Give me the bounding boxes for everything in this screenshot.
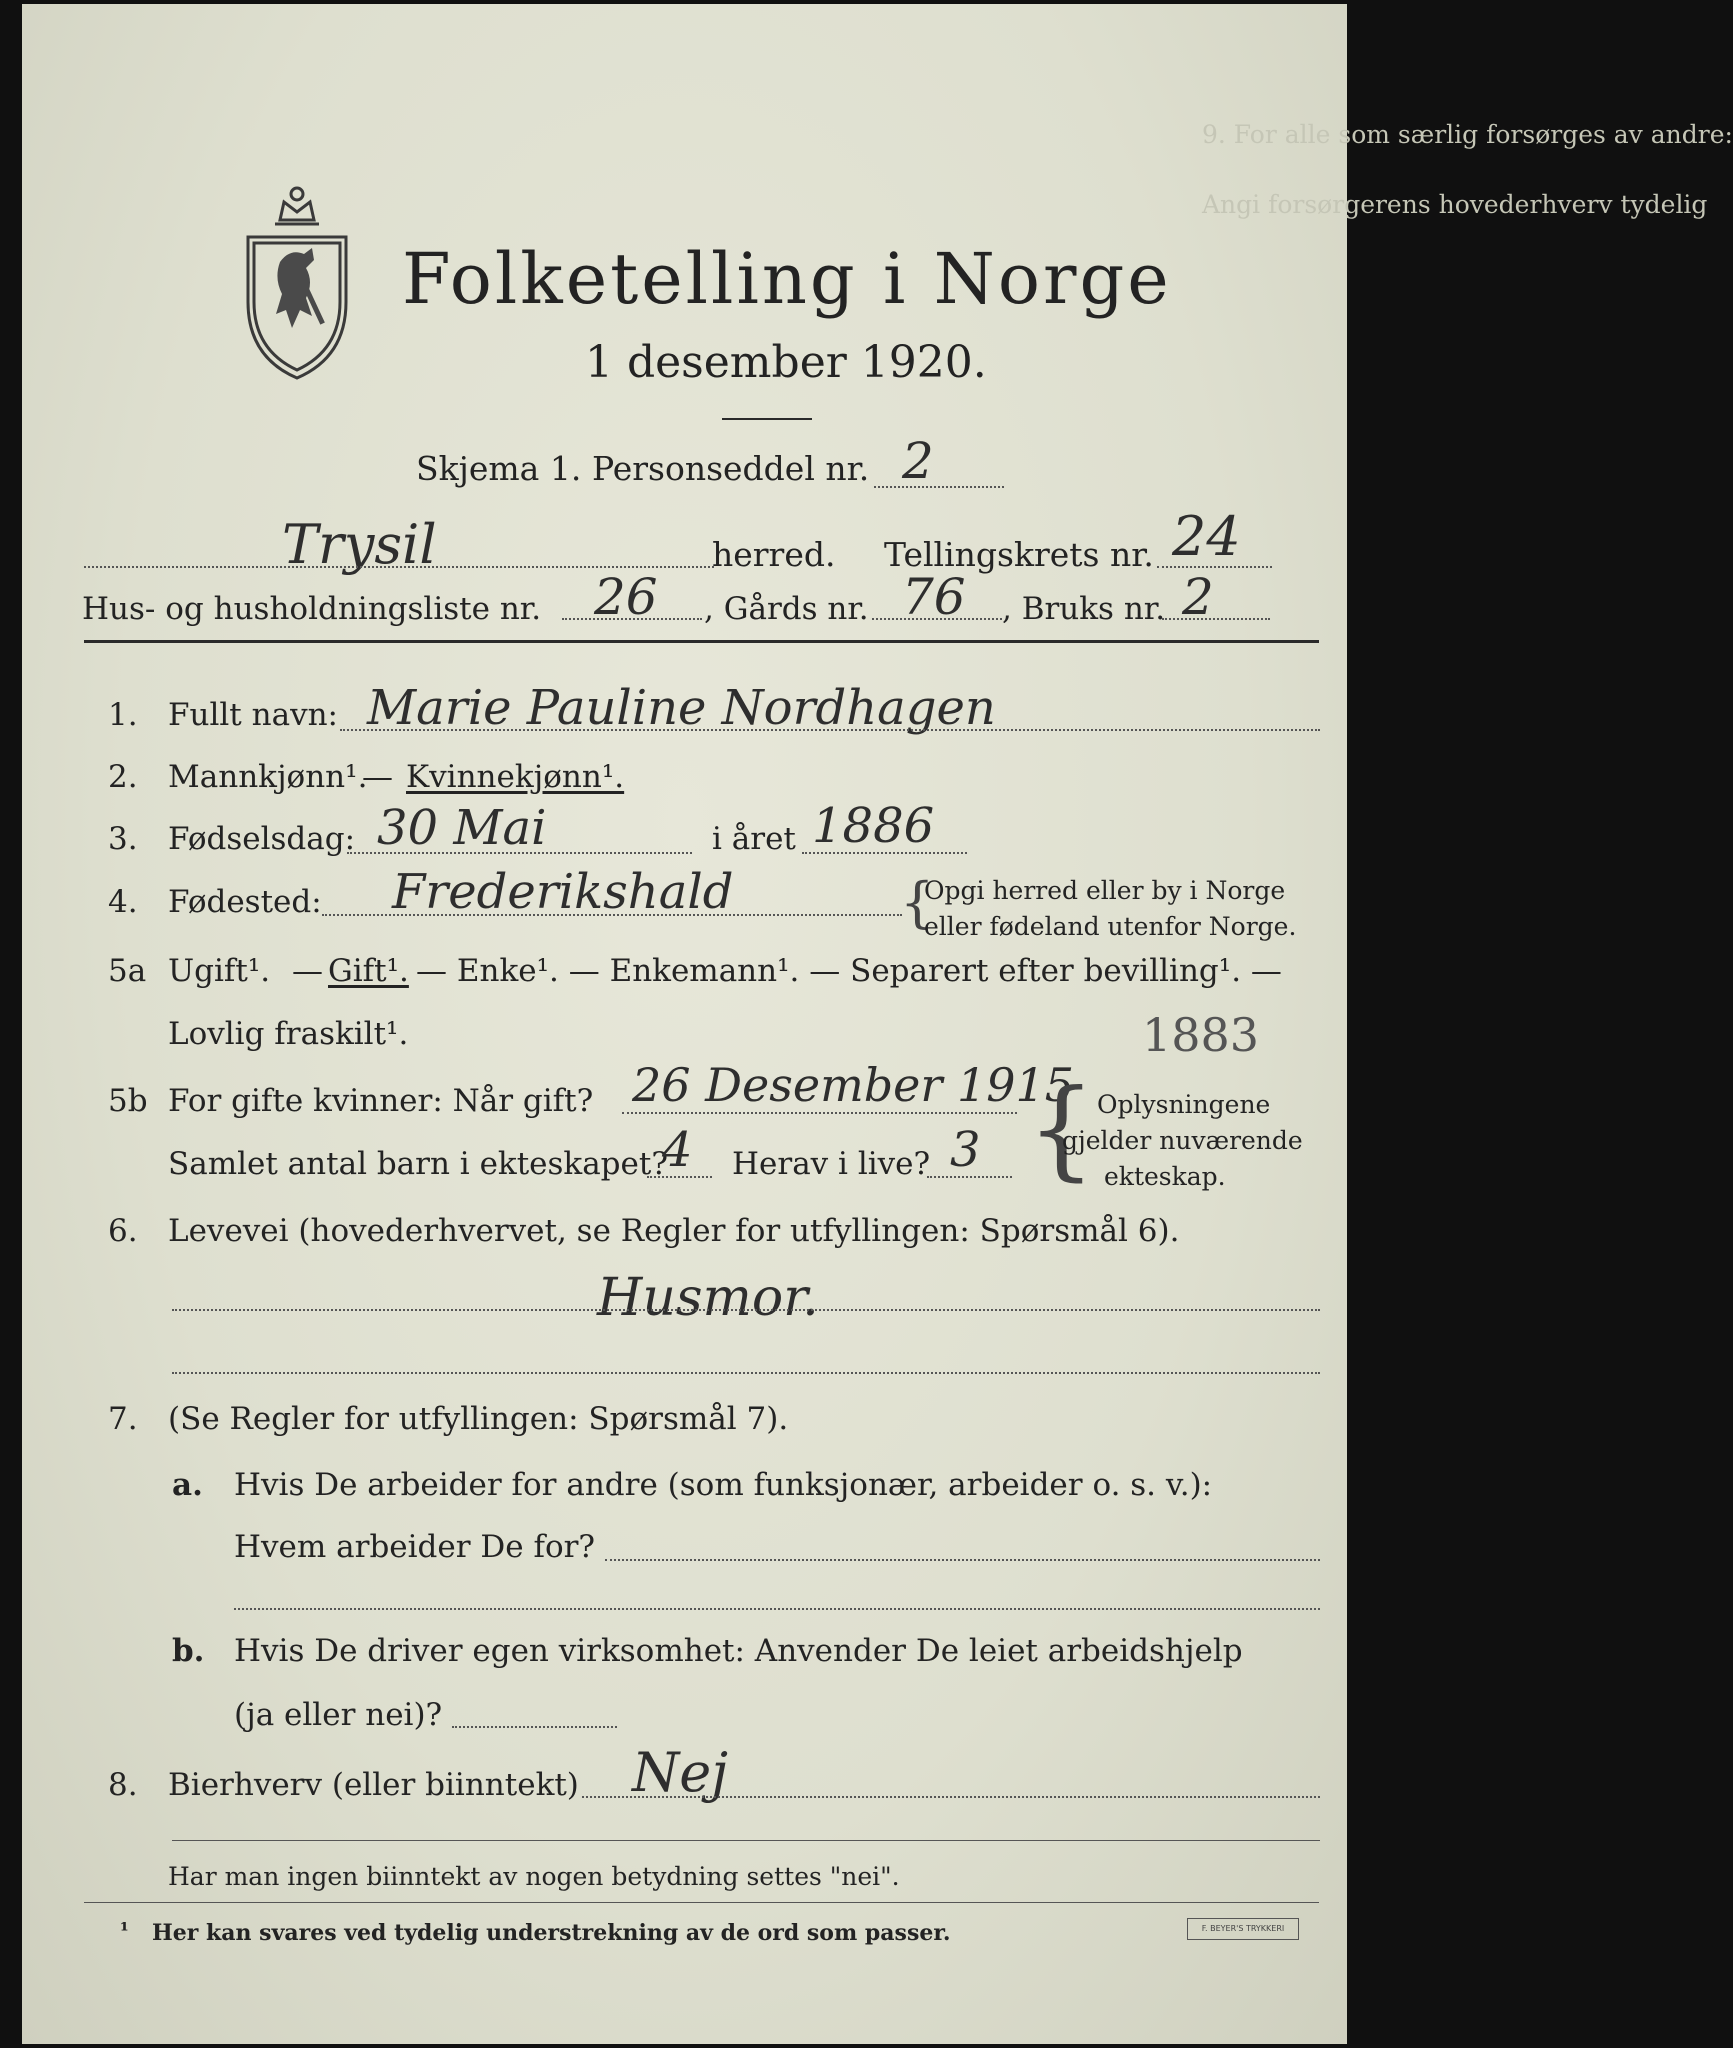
herred-value: Trysil	[282, 513, 437, 576]
q7a-question: Hvem arbeider De for?	[234, 1529, 596, 1565]
bruks-label: , Bruks nr.	[1002, 591, 1166, 627]
q4-number: 4.	[108, 884, 138, 920]
q8-dotted-line	[582, 1796, 1320, 1798]
q3-birthday-value: 30 Mai	[377, 800, 547, 856]
q6-dotted-line-2	[172, 1372, 1320, 1374]
q6-number: 6.	[108, 1213, 138, 1249]
q5a-lovlig-fraskilt: Lovlig fraskilt¹.	[168, 1016, 409, 1052]
q7-number: 7.	[108, 1401, 138, 1437]
q4-note-line-2: eller fødeland utenfor Norge.	[924, 912, 1297, 941]
q5b-note-line-2: gjelder nuværende	[1062, 1126, 1303, 1155]
q5b-alive-dotted-line	[927, 1176, 1012, 1178]
printer-stamp: F. BEYER'S TRYKKERI	[1187, 1918, 1299, 1940]
q7a-dotted-line-2	[234, 1608, 1320, 1610]
q2-number: 2.	[108, 759, 138, 795]
q7b-question: (ja eller nei)?	[234, 1697, 443, 1733]
footnote-mark: ¹	[120, 1918, 129, 1942]
q5b-children-dotted-line	[647, 1176, 712, 1178]
q5b-alive-value: 3	[950, 1122, 981, 1178]
tellingskrets-dotted-line	[1157, 566, 1272, 568]
q5b-children-value: 4	[662, 1122, 693, 1178]
q6-label: Levevei (hovederhvervet, se Regler for utfyllingen: Spørsmål 6).	[168, 1213, 1180, 1249]
q8-number: 8.	[108, 1767, 138, 1803]
q4-brace: {	[900, 871, 935, 934]
herred-label: herred.	[712, 535, 836, 574]
q8-label: Bierhverv (eller biinntekt)	[168, 1767, 579, 1803]
schema-label: Skjema 1.	[416, 449, 582, 488]
q5a-ugift-option: Ugift¹.	[168, 953, 271, 989]
q7a-text: Hvis De arbeider for andre (som funksjonær, arbeider o. s. v.):	[234, 1467, 1213, 1503]
q5b-children-label: Samlet antal barn i ekteskapet?	[168, 1146, 668, 1182]
footnote-text: Her kan svares ved tydelig understrekning av de ord som passer.	[152, 1920, 951, 1946]
bleed-through-text-1: 9. For alle som særlig forsørges av andre:	[1202, 120, 1733, 149]
form-title: Folketelling i Norge	[402, 238, 1172, 320]
header-divider	[84, 640, 1319, 643]
q5a-number: 5a	[108, 953, 147, 989]
q8-value: Nej	[632, 1741, 728, 1804]
q5b-married-date-value: 26 Desember 1915	[632, 1058, 1075, 1112]
q5b-number: 5b	[108, 1083, 148, 1119]
q5b-brace: {	[1027, 1067, 1096, 1192]
gards-dotted-line	[872, 618, 1002, 620]
q7b-letter: b.	[172, 1633, 205, 1669]
q5b-note-line-1: Oplysningene	[1097, 1090, 1271, 1119]
bruks-value: 2	[1182, 568, 1214, 626]
q5a-gift-option-underlined: Gift¹.	[328, 953, 409, 989]
q1-number: 1.	[108, 697, 138, 733]
personseddel-dotted-line	[874, 486, 1004, 488]
bleed-through-text-2: Angi forsørgerens hovederhverv tydelig	[1202, 190, 1708, 219]
q5a-margin-note: 1883	[1142, 1008, 1260, 1062]
census-date: 1 desember 1920.	[585, 337, 987, 388]
q7b-dotted-line	[452, 1726, 617, 1728]
footer-divider	[172, 1840, 1320, 1841]
q5a-dash: —	[292, 953, 323, 989]
q7-label: (Se Regler for utfyllingen: Spørsmål 7).	[168, 1401, 789, 1437]
q3-birth-year-value: 1886	[812, 798, 935, 854]
title-separator	[722, 418, 812, 420]
q1-dotted-line	[340, 729, 1320, 731]
norwegian-coat-of-arms-icon	[240, 182, 354, 382]
q7a-dotted-line-1	[605, 1559, 1320, 1561]
q4-label: Fødested:	[168, 884, 322, 920]
personseddel-label: Personseddel nr.	[592, 449, 870, 488]
q5b-alive-label: Herav i live?	[732, 1146, 931, 1182]
footnote-divider	[84, 1902, 1319, 1903]
q4-note-line-1: Opgi herred eller by i Norge	[924, 876, 1286, 905]
q7a-letter: a.	[172, 1467, 203, 1503]
q2-female-option-underlined: Kvinnekjønn¹.	[406, 759, 625, 795]
q1-label: Fullt navn:	[168, 697, 338, 733]
q4-birthplace-value: Frederikshald	[392, 864, 734, 920]
census-form-page	[22, 4, 1733, 2044]
husholdningsliste-dotted-line	[562, 618, 702, 620]
q3-year-label: i året	[712, 821, 796, 857]
q3-label: Fødselsdag:	[168, 821, 356, 857]
q3-year-dotted-line	[802, 852, 967, 854]
q5b-label: For gifte kvinner: Når gift?	[168, 1083, 594, 1119]
q2-male-option: Mannkjønn¹.	[168, 759, 368, 795]
q2-separator: —	[362, 759, 393, 795]
q5b-married-dotted-line	[622, 1112, 1017, 1114]
gards-label: , Gårds nr.	[704, 591, 869, 627]
q3-birthday-dotted-line	[347, 852, 692, 854]
tellingskrets-label: Tellingskrets nr.	[884, 535, 1154, 574]
bruks-dotted-line	[1162, 618, 1270, 620]
q7b-text: Hvis De driver egen virksomhet: Anvender De leiet arbeidshjelp	[234, 1633, 1243, 1669]
q6-occupation-value: Husmor.	[597, 1268, 819, 1328]
tellingskrets-value: 24	[1172, 505, 1241, 568]
q3-number: 3.	[108, 821, 138, 857]
q1-full-name-value: Marie Pauline Nordhagen	[367, 680, 996, 736]
husholdningsliste-label: Hus- og husholdningsliste nr.	[82, 591, 542, 627]
q6-dotted-line-1	[172, 1309, 1320, 1311]
q4-dotted-line	[322, 914, 902, 916]
q5b-note-line-3: ekteskap.	[1104, 1162, 1226, 1191]
q5a-other-options: — Enke¹. — Enkemann¹. — Separert efter bevilling¹. —	[416, 953, 1282, 989]
husholdningsliste-value: 26	[594, 568, 658, 626]
personseddel-nr-value: 2	[902, 432, 934, 490]
gards-value: 76	[902, 568, 966, 626]
footer-note: Har man ingen biinntekt av nogen betydning settes "nei".	[168, 1862, 900, 1891]
